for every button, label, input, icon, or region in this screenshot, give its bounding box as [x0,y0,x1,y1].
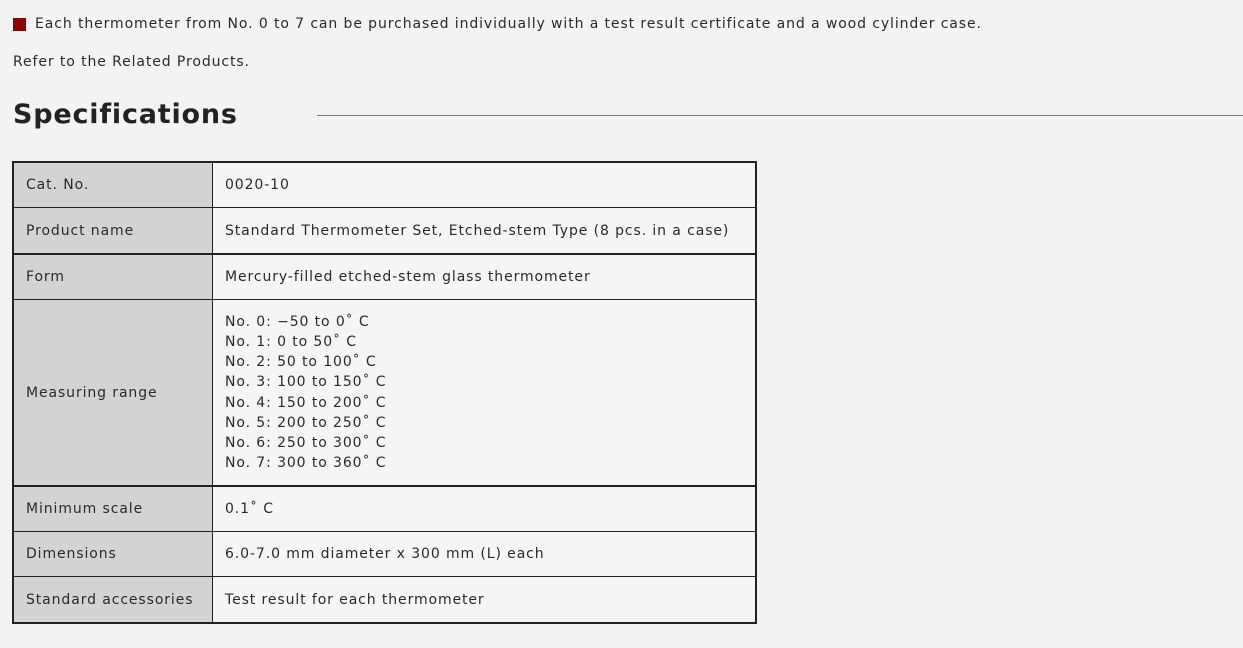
list-item: No. 0: −50 to 0˚ C [225,314,370,331]
row-value-product-name: Standard Thermometer Set, Etched-stem Type (8 pcs. in a case) [213,208,757,255]
table-row [13,577,756,624]
purchase-note [13,14,982,34]
table-row [13,532,756,577]
row-value-measuring-range [213,300,757,487]
list-item: No. 2: 50 to 100˚ C [225,354,377,371]
row-label-form: Form [13,254,213,300]
table-row [13,300,756,487]
table-row [13,486,756,532]
section-divider [317,115,1243,116]
row-label-measuring-range: Measuring range [13,300,213,487]
row-value-minimum-scale: 0.1˚ C [213,486,757,532]
table-row [13,208,756,255]
list-item: No. 1: 0 to 50˚ C [225,334,357,351]
measuring-range-list [225,312,743,473]
list-item: No. 7: 300 to 360˚ C [225,454,387,471]
row-value-cat-no: 0020-10 [213,162,757,208]
list-item: No. 3: 100 to 150˚ C [225,374,387,391]
row-label-product-name: Product name [13,208,213,255]
row-label-cat-no: Cat. No. [13,162,213,208]
related-products-note: Refer to the Related Products. [13,54,250,70]
row-label-dimensions: Dimensions [13,532,213,577]
list-item: No. 5: 200 to 250˚ C [225,414,387,431]
row-label-standard-accessories: Standard accessories [13,577,213,624]
row-value-dimensions: 6.0-7.0 mm diameter x 300 mm (L) each [213,532,757,577]
list-item: No. 6: 250 to 300˚ C [225,434,387,451]
row-value-standard-accessories: Test result for each thermometer [213,577,757,624]
section-title: Specifications [13,99,238,130]
table-row [13,162,756,208]
purchase-note-text: Each thermometer from No. 0 to 7 can be purchased individually with a test result certificate and a wood cylinder case. [35,16,982,32]
specifications-table [12,161,757,624]
row-value-form: Mercury-filled etched-stem glass thermometer [213,254,757,300]
table-row [13,254,756,300]
list-item: No. 4: 150 to 200˚ C [225,394,387,411]
row-label-minimum-scale: Minimum scale [13,486,213,532]
square-bullet-icon [13,18,26,31]
